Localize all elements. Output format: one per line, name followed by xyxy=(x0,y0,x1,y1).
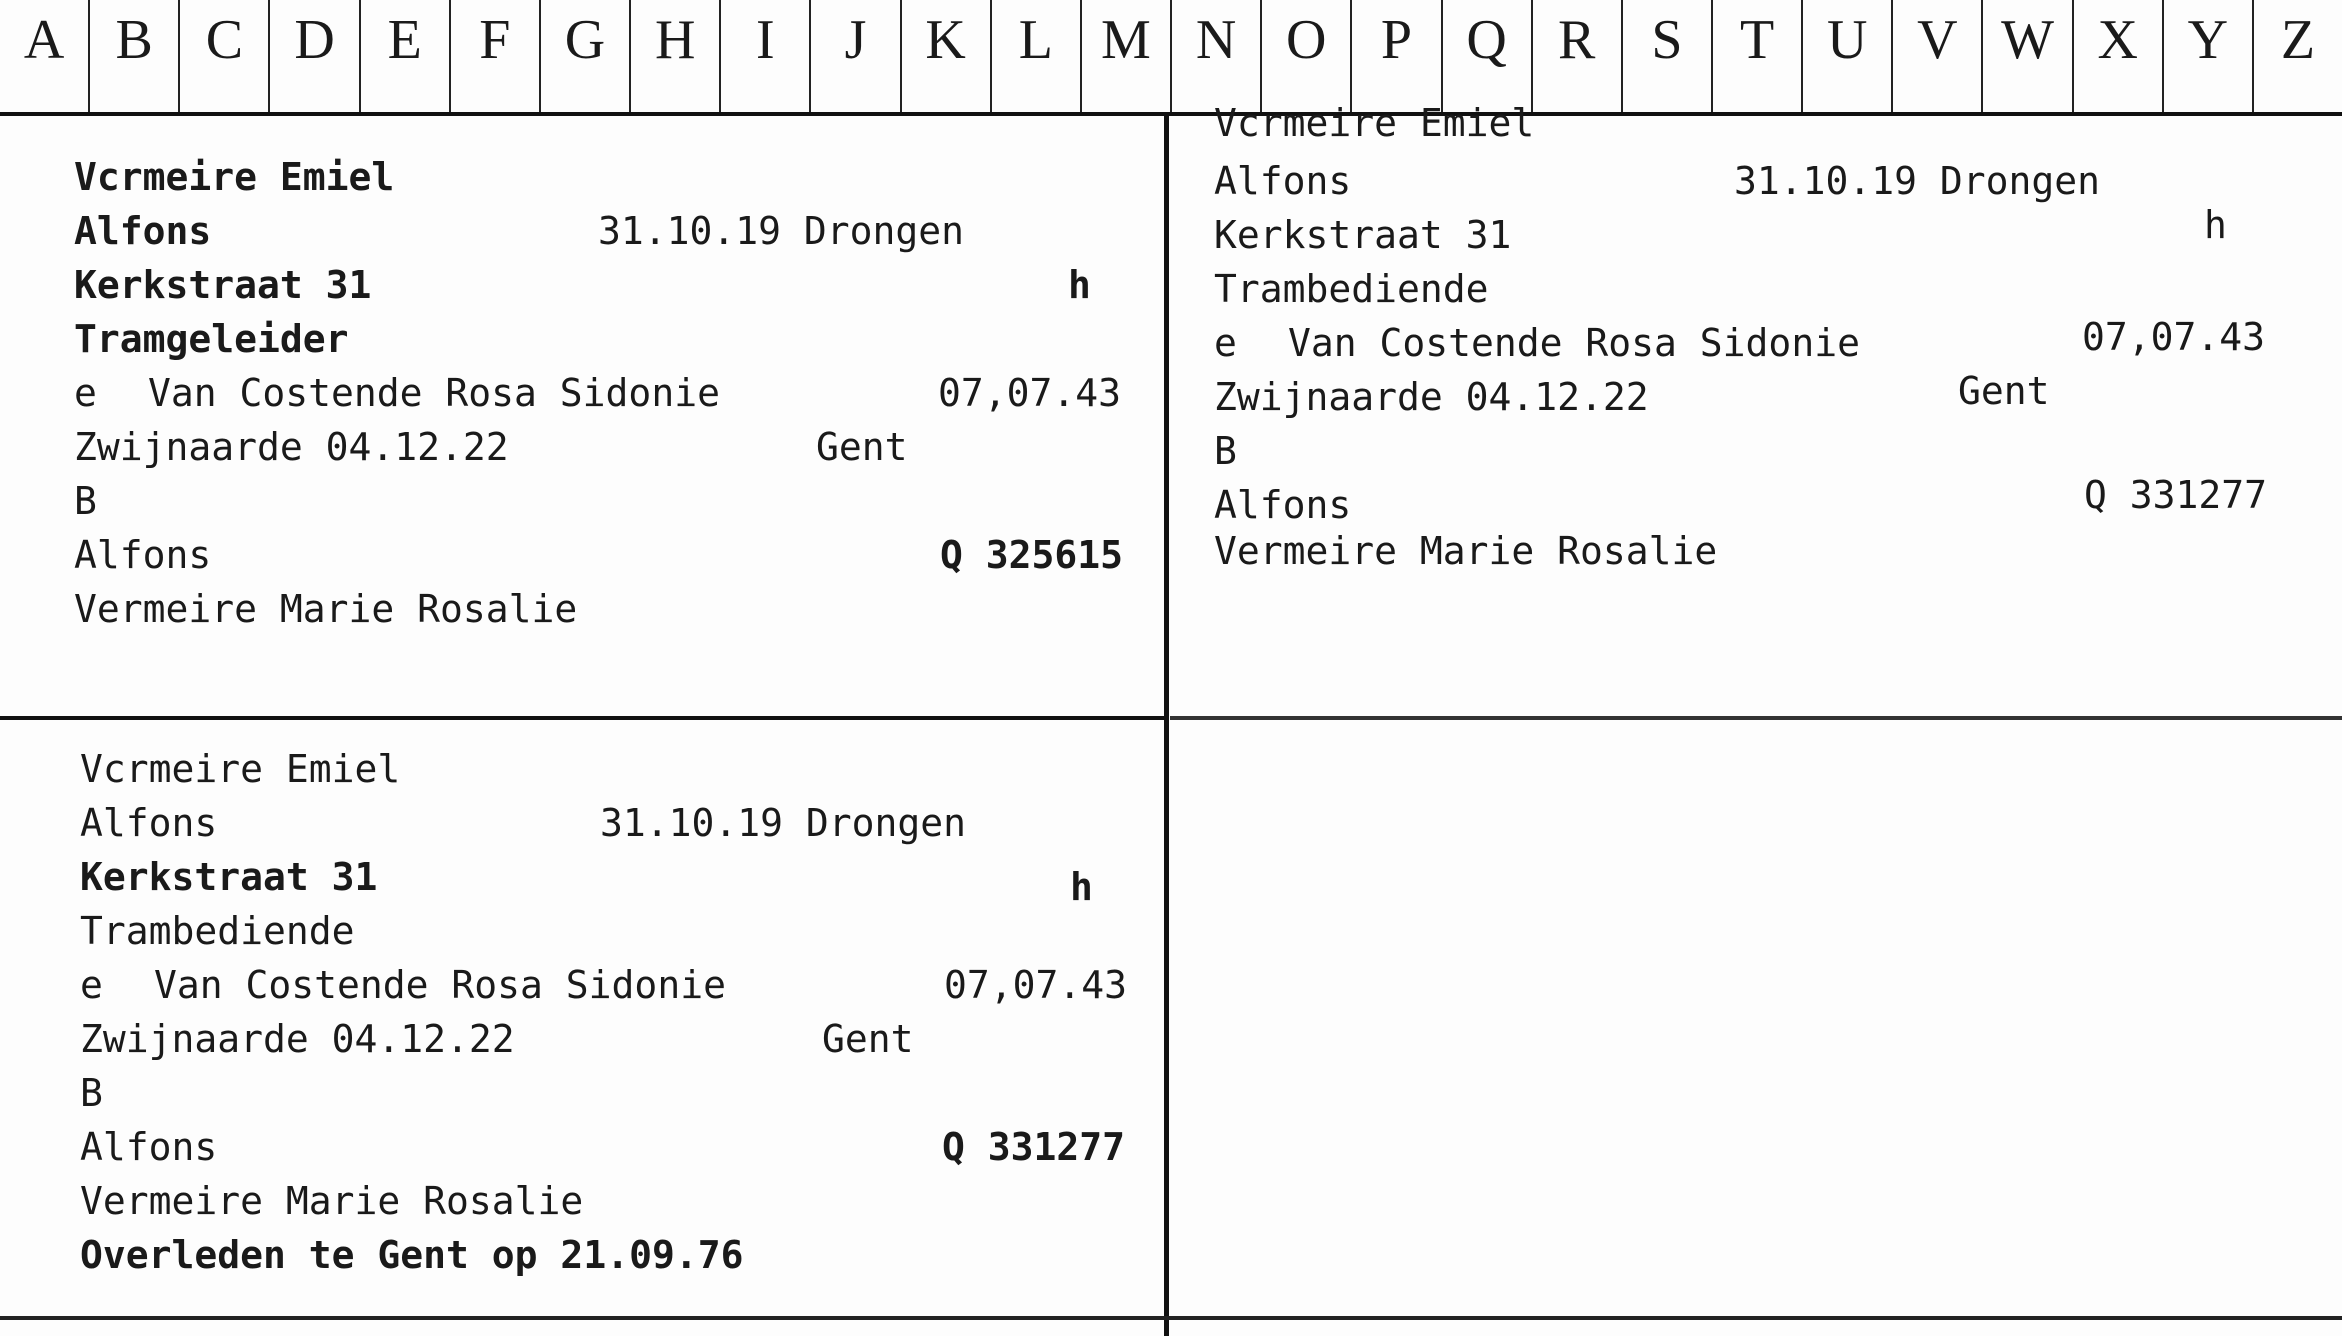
alpha-tab-n[interactable]: N xyxy=(1170,0,1260,112)
alpha-tab-c[interactable]: C xyxy=(178,0,268,112)
alpha-tab-a[interactable]: A xyxy=(23,9,65,71)
alpha-tab-t[interactable]: T xyxy=(1711,0,1801,112)
alpha-tab-o[interactable]: O xyxy=(1260,0,1350,112)
alpha-tab-j[interactable]: J xyxy=(809,0,899,112)
card-marriage-place: Gent xyxy=(822,1017,914,1061)
card-code: B xyxy=(80,1071,103,1115)
alpha-tab-l[interactable]: L xyxy=(990,0,1080,112)
card-mark: h xyxy=(1070,865,1093,909)
card-divider-horizontal-left xyxy=(0,716,1166,720)
alpha-tab-x[interactable]: X xyxy=(2072,0,2162,112)
record-card-top-right xyxy=(1214,100,2294,586)
card-mother: Vermeire Marie Rosalie xyxy=(1214,529,1718,573)
card-mark: h xyxy=(2204,203,2227,247)
card-marriage-date: 07,07.43 xyxy=(938,371,1122,415)
card-spouse-prefix: e xyxy=(1214,321,1237,365)
card-code: B xyxy=(1214,429,1237,473)
card-address: Kerkstraat 31 xyxy=(80,855,378,899)
alpha-tab-g[interactable]: G xyxy=(539,0,629,112)
card-reference: Q 331277 xyxy=(942,1125,1126,1169)
card-mark: h xyxy=(1068,263,1091,307)
card-spouse-birth: Zwijnaarde 04.12.22 xyxy=(1214,375,1649,419)
card-divider-horizontal-right xyxy=(1170,716,2342,720)
card-second-name: Alfons xyxy=(1214,159,1352,203)
card-bottom-edge xyxy=(0,1316,2342,1320)
record-card-top-left xyxy=(74,150,1134,636)
alpha-tab-w[interactable]: W xyxy=(1981,0,2071,112)
card-spouse: Van Costende Rosa Sidonie xyxy=(148,371,720,415)
card-marriage-date: 07,07.43 xyxy=(944,963,1128,1007)
alpha-tab-d[interactable]: D xyxy=(268,0,358,112)
alphabet-index-bar xyxy=(0,0,2342,116)
record-card-bottom-left xyxy=(80,742,1140,1282)
card-spouse-prefix: e xyxy=(74,371,97,415)
card-occupation: Trambediende xyxy=(80,909,355,953)
card-spouse-birth: Zwijnaarde 04.12.22 xyxy=(80,1017,515,1061)
card-marriage-date: 07,07.43 xyxy=(2082,315,2266,359)
card-spouse-prefix: e xyxy=(80,963,103,1007)
card-father: Alfons xyxy=(74,533,212,577)
alpha-tab-b[interactable]: B xyxy=(88,0,178,112)
card-spouse: Van Costende Rosa Sidonie xyxy=(154,963,726,1007)
card-address: Kerkstraat 31 xyxy=(1214,213,1512,257)
alpha-tab-i[interactable]: I xyxy=(719,0,809,112)
card-divider-vertical xyxy=(1164,116,1169,1336)
card-second-name: Alfons xyxy=(74,209,212,253)
alpha-tab-r[interactable]: R xyxy=(1531,0,1621,112)
alpha-tab-k[interactable]: K xyxy=(900,0,990,112)
alpha-tab-e[interactable]: E xyxy=(359,0,449,112)
card-reference: Q 331277 xyxy=(2084,473,2268,517)
card-birth: 31.10.19 Drongen xyxy=(1734,159,2101,203)
alpha-tab-m[interactable]: M xyxy=(1080,0,1170,112)
alpha-tab-z[interactable]: Z xyxy=(2252,0,2342,112)
card-name: Vcrmeire Emiel xyxy=(80,747,401,791)
alpha-tab-y[interactable]: Y xyxy=(2162,0,2252,112)
card-birth: 31.10.19 Drongen xyxy=(598,209,965,253)
alpha-tab-h[interactable]: H xyxy=(629,0,719,112)
alpha-tab-f[interactable]: F xyxy=(449,0,539,112)
card-name: Vcrmeire Emiel xyxy=(1214,101,1535,145)
card-reference: Q 325615 xyxy=(940,533,1124,577)
card-second-name: Alfons xyxy=(80,801,218,845)
card-marriage-place: Gent xyxy=(816,425,908,469)
alpha-tab-s[interactable]: S xyxy=(1621,0,1711,112)
alpha-tab-u[interactable]: U xyxy=(1801,0,1891,112)
card-code: B xyxy=(74,479,97,523)
card-spouse-birth: Zwijnaarde 04.12.22 xyxy=(74,425,509,469)
card-death-note: Overleden te Gent op 21.09.76 xyxy=(80,1233,744,1277)
card-birth: 31.10.19 Drongen xyxy=(600,801,967,845)
card-address: Kerkstraat 31 xyxy=(74,263,372,307)
card-mother: Vermeire Marie Rosalie xyxy=(74,587,578,631)
card-father: Alfons xyxy=(80,1125,218,1169)
card-mother: Vermeire Marie Rosalie xyxy=(80,1179,584,1223)
card-father: Alfons xyxy=(1214,483,1352,527)
card-marriage-place: Gent xyxy=(1958,369,2050,413)
card-occupation: Trambediende xyxy=(1214,267,1489,311)
card-name: Vcrmeire Emiel xyxy=(74,155,395,199)
card-spouse: Van Costende Rosa Sidonie xyxy=(1288,321,1860,365)
alpha-tab-q[interactable]: Q xyxy=(1441,0,1531,112)
card-occupation: Tramgeleider xyxy=(74,317,349,361)
alpha-tab-p[interactable]: P xyxy=(1350,0,1440,112)
alpha-tab-v[interactable]: V xyxy=(1891,0,1981,112)
